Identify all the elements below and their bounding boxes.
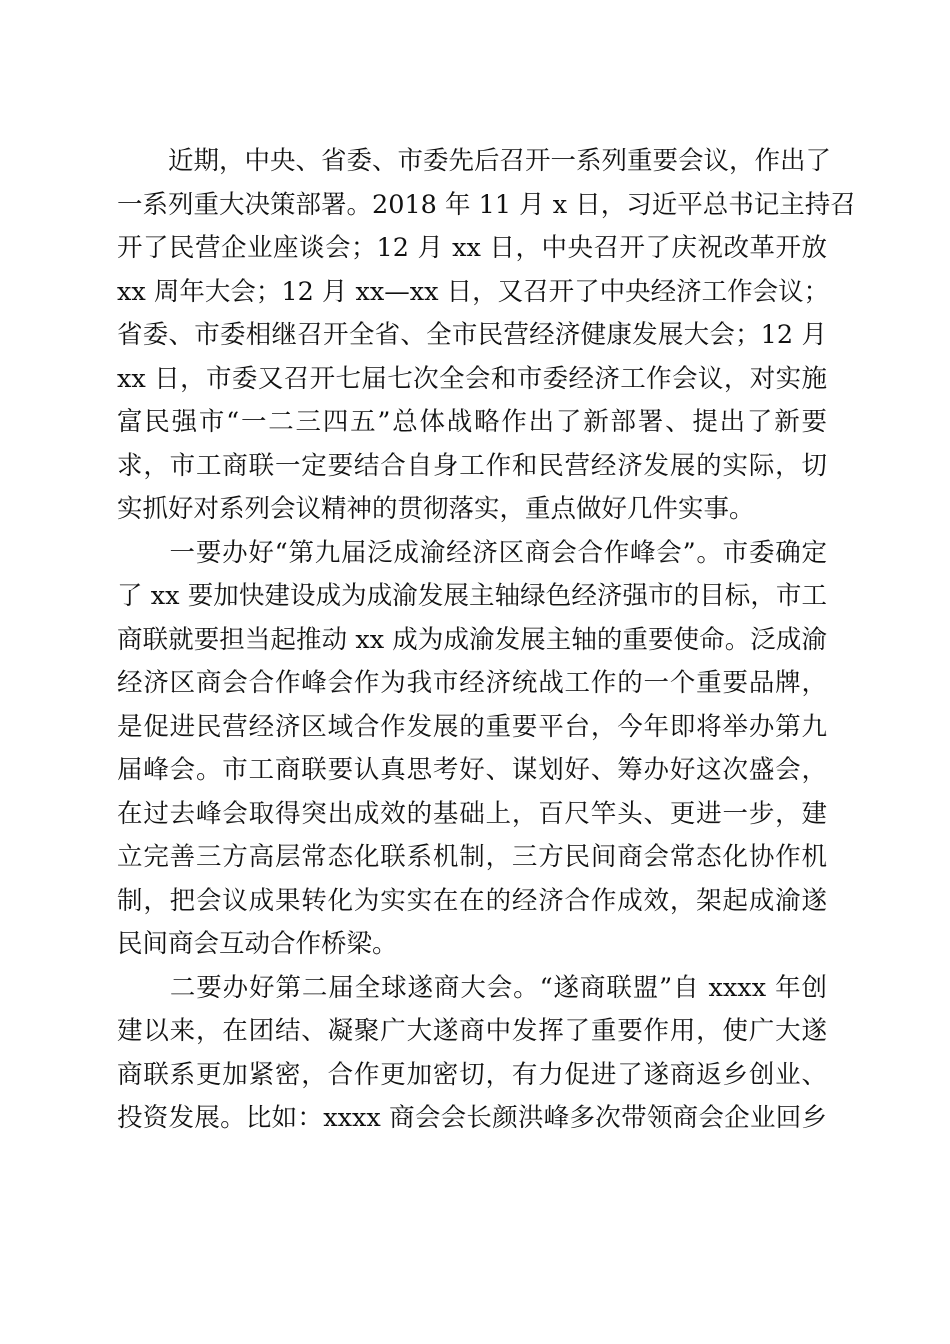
text-line: 民间商会互动合作桥梁。 (117, 929, 398, 959)
paragraph-second-task (117, 967, 827, 1141)
text-line: 届峰会。市工商联要认真思考好、谋划好、筹办好这次盛会， (117, 755, 827, 785)
text-line: 商联系更加紧密，合作更加密切，有力促进了遂商返乡创业、 (117, 1059, 827, 1090)
text-line: 了 xx 要加快建设成为成渝发展主轴绿色经济强市的目标，市工 (117, 581, 827, 611)
text-line: 近期，中央、省委、市委先后召开一系列重要会议，作出了 (117, 146, 832, 176)
text-line: 制，把会议成果转化为实实在在的经济合作成效，架起成渝遂 (117, 885, 827, 916)
text-line: 一要办好“第九届泛成渝经济区商会合作峰会”。市委确定 (117, 537, 827, 568)
text-line: 在过去峰会取得突出成效的基础上，百尺竿头、更进一步，建 (117, 798, 827, 829)
text-line: 开了民营企业座谈会；12 月 xx 日，中央召开了庆祝改革开放 (117, 233, 827, 263)
text-line: 二要办好第二届全球遂商大会。“遂商联盟”自 xxxx 年创 (117, 972, 827, 1003)
paragraph-intro (117, 140, 856, 532)
text-line: 富民强市“一二三四五”总体战略作出了新部署、提出了新要 (117, 407, 827, 437)
text-line: xx 日，市委又召开七届七次全会和市委经济工作会议，对实施 (117, 363, 827, 394)
body-text (117, 140, 856, 1141)
text-line: 是促进民营经济区域合作发展的重要平台，今年即将举办第九 (117, 711, 827, 742)
text-line: 求，市工商联一定要结合自身工作和民营经济发展的实际，切 (117, 450, 827, 481)
text-line: 一系列重大决策部署。2018 年 11 月 x 日，习近平总书记主持召 (117, 189, 856, 220)
text-line: 建以来，在团结、凝聚广大遂商中发挥了重要作用，使广大遂 (117, 1016, 827, 1046)
text-line: 省委、市委相继召开全省、全市民营经济健康发展大会；12 月 (117, 320, 827, 350)
paragraph-first-task (117, 532, 827, 967)
text-line: 投资发展。比如：xxxx 商会会长颜洪峰多次带领商会企业回乡 (117, 1103, 827, 1133)
text-line: 商联就要担当起推动 xx 成为成渝发展主轴的重要使命。泛成渝 (117, 624, 827, 655)
text-line: 立完善三方高层常态化联系机制，三方民间商会常态化协作机 (117, 842, 827, 872)
text-line: xx 周年大会；12 月 xx—xx 日，又召开了中央经济工作会议； (117, 276, 830, 307)
text-line: 经济区商会合作峰会作为我市经济统战工作的一个重要品牌， (117, 668, 827, 698)
text-line: 实抓好对系列会议精神的贯彻落实，重点做好几件实事。 (117, 494, 755, 524)
